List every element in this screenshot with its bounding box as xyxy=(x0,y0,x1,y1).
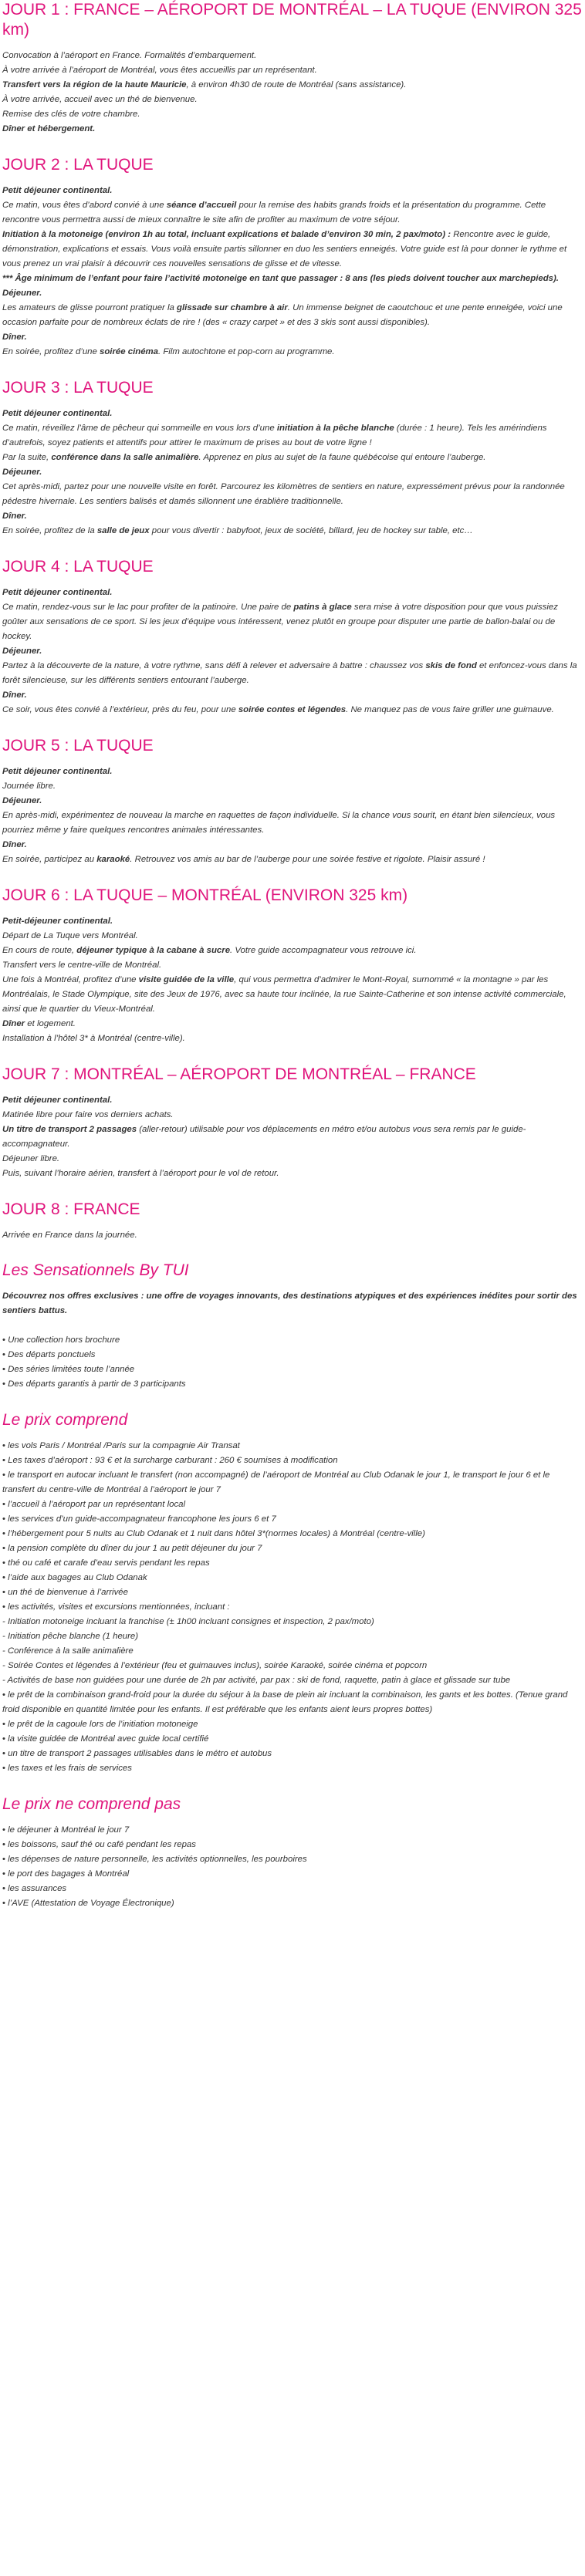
sensationnels-section xyxy=(2,1261,583,1392)
day-text: Remise des clés de votre chambre. xyxy=(2,110,140,119)
prix-comprend-title: Le prix comprend xyxy=(2,1411,128,1429)
prix-comprend-item xyxy=(2,1659,583,1673)
list-item-text: les dépenses de nature personnelle, les activités optionnelles, les pourboires xyxy=(8,1855,307,1864)
list-item-text: l’accueil à l’aéroport par un représentant local xyxy=(8,1500,185,1509)
prix-ne-comprend-list xyxy=(2,1823,583,1911)
day-description xyxy=(2,49,583,137)
day-text: Par la suite, xyxy=(2,453,52,462)
bullet-icon: • xyxy=(2,1500,8,1509)
list-item-text: - Activités de base non guidées pour une durée de 2h par activité, par pax : ski de fond, raquette, patin à glace et glissade sur tube xyxy=(2,1676,511,1685)
day-text: En soirée, profitez de la xyxy=(2,526,97,535)
day-text: salle de jeux xyxy=(96,526,150,535)
bullet-icon: • xyxy=(2,1764,8,1773)
day-text: *** Âge minimum de l’enfant pour faire l’activité motoneige en tant que passager : 8 ans (les pieds doivent toucher aux marchepieds). xyxy=(2,274,559,283)
day-section xyxy=(2,736,583,867)
day-text: Cet après-midi, partez pour une nouvelle visite en forêt. Parcourez les kilomètres de sentiers en nature, expressément prévus pour la randonnée pédestre hivernale. Les sentiers balisés et damés sillonnent une érablière traditionnelle. xyxy=(2,482,565,506)
day-text: À votre arrivée, accueil avec un thé de bienvenue. xyxy=(2,95,198,104)
day-title: JOUR 4 : LA TUQUE xyxy=(2,558,154,576)
day-section xyxy=(2,557,583,717)
list-item-text: la pension complète du dîner du jour 1 au petit déjeuner du jour 7 xyxy=(8,1544,262,1553)
day-text: soirée cinéma xyxy=(100,347,158,356)
prix-comprend-item xyxy=(2,1439,583,1453)
sensationnels-title: Les Sensationnels By TUI xyxy=(2,1261,189,1279)
prix-ne-comprend-title: Le prix ne comprend pas xyxy=(2,1795,181,1813)
list-item-text: les services d’un guide-accompagnateur francophone les jours 6 et 7 xyxy=(8,1514,276,1524)
bullet-icon: • xyxy=(2,1602,8,1612)
day-text: Petit déjeuner continental. xyxy=(2,1096,113,1105)
prix-ne-comprend-item xyxy=(2,1838,583,1852)
list-item-text: Les taxes d’aéroport : 93 € et la surcharge carburant : 260 € soumises à modification xyxy=(8,1456,338,1465)
day-section xyxy=(2,378,583,538)
sensationnels-intro: Découvrez nos offres exclusives : une offre de voyages innovants, des destinations atypiques et des expériences inédites pour sortir des sentiers battus. xyxy=(2,1291,577,1315)
prix-comprend-item xyxy=(2,1600,583,1615)
bullet-icon: • xyxy=(2,1734,8,1744)
day-text: Déjeuner. xyxy=(2,289,42,298)
day-text: Dîner. xyxy=(2,840,27,849)
day-text: Déjeuner. xyxy=(2,468,42,477)
prix-comprend-item xyxy=(2,1527,583,1541)
day-description xyxy=(2,765,583,867)
day-description xyxy=(2,1093,583,1181)
bullet-icon: • xyxy=(2,1840,8,1849)
day-text: . Retrouvez vos amis au bar de l’auberge pour une soirée festive et rigolote. Plaisir assuré ! xyxy=(130,855,485,864)
bullet-icon: • xyxy=(2,1690,8,1700)
bullet-icon: • xyxy=(2,1899,8,1908)
prix-ne-comprend-item xyxy=(2,1823,583,1838)
bullet-icon: • xyxy=(2,1441,8,1450)
bullet-icon: • xyxy=(2,1456,8,1465)
day-text: , à environ 4h30 de route de Montréal (sans assistance). xyxy=(186,80,407,89)
day-title: JOUR 7 : MONTRÉAL – AÉROPORT DE MONTRÉAL – FRANCE xyxy=(2,1065,476,1083)
list-item-text: l’AVE (Attestation de Voyage Électronique) xyxy=(8,1899,174,1908)
bullet-icon: • xyxy=(2,1749,8,1758)
day-text: Petit-déjeuner continental. xyxy=(2,917,113,926)
list-item-text: thé ou café et carafe d’eau servis pendant les repas xyxy=(8,1558,210,1568)
bullet-icon: • xyxy=(2,1588,8,1597)
day-text: et logement. xyxy=(25,1019,76,1028)
day-text: glissade sur chambre à air xyxy=(177,303,288,312)
list-item-text: - Conférence à la salle animalière xyxy=(2,1646,134,1656)
bullet-icon: • xyxy=(2,1825,8,1835)
bullet-icon: • xyxy=(2,1558,8,1568)
day-section xyxy=(2,155,583,360)
prix-ne-comprend-item xyxy=(2,1882,583,1896)
day-text: Petit déjeuner continental. xyxy=(2,588,113,597)
list-item-text: - Initiation motoneige incluant la franchise (± 1h00 incluant consignes et inspection, 2 pax/moto) xyxy=(2,1617,374,1626)
day-text: . Votre guide accompagnateur vous retrouve ici. xyxy=(230,946,417,955)
day-text: skis de fond xyxy=(425,661,477,670)
prix-comprend-item xyxy=(2,1497,583,1512)
list-item-text: la visite guidée de Montréal avec guide local certifié xyxy=(8,1734,209,1744)
day-text: (durée : 1 heure). Tels les amérindiens d’autrefois, soyez patients et attentifs pour attirer le maximum de prises au bout de votre ligne ! xyxy=(2,424,547,447)
day-description xyxy=(2,914,583,1046)
day-text: sera mise à votre disposition pour que vous puissiez goûter aux sensations de ce sport. Si les jeux d’équipe vous intéressent, venez plutôt en groupe pour disputer une partie de ballon-balai ou de hockey. xyxy=(2,603,558,641)
day-text: Installation à l’hôtel 3* à Montréal (centre-ville). xyxy=(2,1034,185,1043)
prix-comprend-item xyxy=(2,1571,583,1585)
prix-comprend-item xyxy=(2,1747,583,1761)
list-item-text: les activités, visites et excursions mentionnées, incluant : xyxy=(8,1602,230,1612)
day-description xyxy=(2,586,583,717)
prix-comprend-item xyxy=(2,1629,583,1644)
sensationnels-item xyxy=(2,1362,583,1377)
day-description xyxy=(2,1228,583,1243)
day-text: Rencontre avec le guide, démonstration, explications et essais. Vous voilà ensuite partis sillonner en duo les sentiers enneigés. Votre guide est là pour donner le rythme et vous prenez un vrai plaisir à découvrir ces nouvelles sensations de glisse et de vitesse. xyxy=(2,230,567,268)
sensationnels-list xyxy=(2,1333,583,1392)
day-text: Ce matin, vous êtes d’abord convié à une xyxy=(2,201,167,210)
prix-comprend-item xyxy=(2,1468,583,1497)
prix-comprend-item xyxy=(2,1541,583,1556)
sensationnels-item xyxy=(2,1348,583,1362)
bullet-icon: • xyxy=(2,1350,8,1359)
list-item-text: - Initiation pêche blanche (1 heure) xyxy=(2,1632,139,1641)
day-text: Déjeuner. xyxy=(2,647,42,656)
list-item-text: Des départs garantis à partir de 3 participants xyxy=(8,1379,186,1389)
day-text: séance d’accueil xyxy=(166,201,237,210)
day-text: déjeuner typique à la cabane à sucre xyxy=(76,946,231,955)
day-text: Ce matin, rendez-vous sur le lac pour profiter de la patinoire. Une paire de xyxy=(2,603,294,612)
day-text: pour vous divertir : babyfoot, jeux de société, billard, jeu de hockey sur table, etc… xyxy=(149,526,473,535)
bullet-icon: • xyxy=(2,1514,8,1524)
prix-comprend-list xyxy=(2,1439,583,1776)
day-text: Dîner xyxy=(2,1019,25,1028)
list-item-text: le transport en autocar incluant le transfert (non accompagné) de l’aéroport de Montréal au Club Odanak le jour 1, le transport le jour 6 et le transfert du centre-ville de Montréal à l’aéroport le jour 7 xyxy=(2,1470,550,1494)
bullet-icon: • xyxy=(2,1335,8,1345)
day-text: , qui vous permettra d’admirer le Mont-Royal, surnommé « la montagne » par les Montréalais, le Stade Olympique, site des Jeux de 1976, avec sa haute tour inclinée, la rue Sainte-Catherine et son intense activité commerciale, ainsi que le quartier du Vieux-Montréal. xyxy=(2,975,566,1014)
day-text: Départ de La Tuque vers Montréal. xyxy=(2,931,138,940)
prix-comprend-item xyxy=(2,1453,583,1468)
day-text: Petit déjeuner continental. xyxy=(2,409,113,418)
day-text: Petit déjeuner continental. xyxy=(2,186,113,195)
list-item-text: l’aide aux bagages au Club Odanak xyxy=(8,1573,147,1582)
day-text: Puis, suivant l’horaire aérien, transfert à l’aéroport pour le vol de retour. xyxy=(2,1169,279,1178)
day-text: Dîner. xyxy=(2,690,27,700)
list-item-text: Une collection hors brochure xyxy=(8,1335,120,1345)
bullet-icon: • xyxy=(2,1869,8,1879)
bullet-icon: • xyxy=(2,1470,8,1480)
day-title: JOUR 3 : LA TUQUE xyxy=(2,379,154,397)
day-text: En cours de route, xyxy=(2,946,77,955)
bullet-icon: • xyxy=(2,1529,8,1538)
day-text: Journée libre. xyxy=(2,782,56,791)
day-text: Transfert vers la région de la haute Mauricie xyxy=(2,80,187,89)
day-text: Partez à la découverte de la nature, à votre rythme, sans défi à relever et adversaire à battre : chaussez vos xyxy=(2,661,426,670)
day-text: . Un immense beignet de caoutchouc et une pente enneigée, voici une occasion parfaite pour de nombreux éclats de rire ! (des « crazy carpet » et des 3 skis sont aussi disponibles). xyxy=(2,303,563,327)
day-description xyxy=(2,407,583,538)
bullet-icon: • xyxy=(2,1544,8,1553)
list-item-text: le prêt de la combinaison grand-froid pour la durée du séjour à la base de plein air incluant la combinaison, les gants et les bottes. (Tenue grand froid disponible en quantité limitée pour les enfants. Il est préférable que les enfants aient leurs propres bottes) xyxy=(2,1690,568,1714)
prix-comprend-item xyxy=(2,1732,583,1747)
day-text: visite guidée de la ville xyxy=(138,975,235,984)
day-text: Une fois à Montréal, profitez d’une xyxy=(2,975,139,984)
list-item-text: les assurances xyxy=(8,1884,67,1893)
itinerary xyxy=(2,0,583,1243)
day-section xyxy=(2,1065,583,1181)
day-text: À votre arrivée à l’aéroport de Montréal, vous êtes accueillis par un représentant. xyxy=(2,66,317,75)
day-text: Dîner et hébergement. xyxy=(2,124,96,133)
day-text: Matinée libre pour faire vos derniers achats. xyxy=(2,1110,174,1119)
list-item-text: le prêt de la cagoule lors de l’initiation motoneige xyxy=(8,1720,198,1729)
day-section xyxy=(2,0,583,137)
day-text: Dîner. xyxy=(2,511,27,521)
sensationnels-item xyxy=(2,1377,583,1392)
list-item-text: un thé de bienvenue à l’arrivée xyxy=(8,1588,128,1597)
day-text: Petit déjeuner continental. xyxy=(2,767,113,776)
list-item-text: les boissons, sauf thé ou café pendant les repas xyxy=(8,1840,196,1849)
day-text: Déjeuner. xyxy=(2,796,42,805)
list-item-text: - Soirée Contes et légendes à l’extérieur (feu et guimauves inclus), soirée Karaoké, soirée cinéma et popcorn xyxy=(2,1661,428,1670)
prix-ne-comprend-item xyxy=(2,1852,583,1867)
list-item-text: le port des bagages à Montréal xyxy=(8,1869,130,1879)
day-text: . Ne manquez pas de vous faire griller une guimauve. xyxy=(346,705,554,714)
list-item-text: l’hébergement pour 5 nuits au Club Odanak et 1 nuit dans hôtel 3*(normes locales) à Montréal (centre-ville) xyxy=(8,1529,425,1538)
day-text: (aller-retour) utilisable pour vos déplacements en métro et/ou autobus vous sera remis par le guide-accompagnateur. xyxy=(2,1125,526,1149)
bullet-icon: • xyxy=(2,1573,8,1582)
prix-comprend-item xyxy=(2,1644,583,1659)
day-text: Arrivée en France dans la journée. xyxy=(2,1231,137,1240)
prix-comprend-item xyxy=(2,1688,583,1717)
sensationnels-item xyxy=(2,1333,583,1348)
day-text: Ce matin, réveillez l’âme de pêcheur qui sommeille en vous lors d’une xyxy=(2,424,277,433)
prix-ne-comprend-item xyxy=(2,1896,583,1911)
day-title: JOUR 1 : FRANCE – AÉROPORT DE MONTRÉAL – LA TUQUE (ENVIRON 325 km) xyxy=(2,1,582,39)
prix-comprend-item xyxy=(2,1615,583,1629)
bullet-icon: • xyxy=(2,1855,8,1864)
prix-comprend-section xyxy=(2,1410,583,1776)
day-text: conférence dans la salle animalière xyxy=(51,453,199,462)
day-text: Convocation à l’aéroport en France. Formalités d’embarquement. xyxy=(2,51,257,60)
day-text: En soirée, participez au xyxy=(2,855,97,864)
day-text: Un titre de transport 2 passages xyxy=(2,1125,137,1134)
prix-comprend-item xyxy=(2,1717,583,1732)
day-title: JOUR 2 : LA TUQUE xyxy=(2,156,154,174)
list-item-text: Des séries limitées toute l’année xyxy=(8,1365,135,1374)
prix-comprend-item xyxy=(2,1556,583,1571)
day-text: . Film autochtone et pop-corn au programme. xyxy=(158,347,335,356)
prix-comprend-item xyxy=(2,1673,583,1688)
day-text: karaoké xyxy=(96,855,130,864)
list-item-text: les vols Paris / Montréal /Paris sur la compagnie Air Transat xyxy=(8,1441,240,1450)
list-item-text: les taxes et les frais de services xyxy=(8,1764,132,1773)
day-text: pour la remise des habits grands froids et la présentation du programme. Cette rencontre vous permettra aussi de mieux connaître le site afin de profiter au maximum de votre séjour. xyxy=(2,201,546,225)
day-text: Déjeuner libre. xyxy=(2,1154,60,1163)
day-text: Dîner. xyxy=(2,333,27,342)
day-title: JOUR 8 : FRANCE xyxy=(2,1200,140,1218)
day-title: JOUR 6 : LA TUQUE – MONTRÉAL (ENVIRON 325 km) xyxy=(2,886,408,904)
prix-ne-comprend-item xyxy=(2,1867,583,1882)
bullet-icon: • xyxy=(2,1720,8,1729)
day-text: soirée contes et légendes xyxy=(238,705,347,714)
prix-comprend-item xyxy=(2,1512,583,1527)
day-text: patins à glace xyxy=(293,603,352,612)
day-text: Les amateurs de glisse pourront pratiquer la xyxy=(2,303,178,312)
day-text: Ce soir, vous êtes convié à l’extérieur, près du feu, pour une xyxy=(2,705,238,714)
prix-comprend-item xyxy=(2,1585,583,1600)
day-text: initiation à la pêche blanche xyxy=(276,424,394,433)
day-section xyxy=(2,1200,583,1243)
day-text: Transfert vers le centre-ville de Montréal. xyxy=(2,961,162,970)
prix-ne-comprend-section xyxy=(2,1794,583,1911)
prix-comprend-item xyxy=(2,1761,583,1776)
day-title: JOUR 5 : LA TUQUE xyxy=(2,737,154,755)
day-text: . Apprenez en plus au sujet de la faune québécoise qui entoure l’auberge. xyxy=(198,453,486,462)
list-item-text: le déjeuner à Montréal le jour 7 xyxy=(8,1825,130,1835)
day-text: et enfoncez-vous dans la forêt silencieuse, sur les différents sentiers entourant l’auberge. xyxy=(2,661,577,685)
list-item-text: Des départs ponctuels xyxy=(8,1350,96,1359)
day-text: Initiation à la motoneige (environ 1h au total, incluant explications et balade d’environ 30 min, 2 pax/moto) : xyxy=(2,230,451,239)
bullet-icon: • xyxy=(2,1379,8,1389)
bullet-icon: • xyxy=(2,1365,8,1374)
list-item-text: un titre de transport 2 passages utilisables dans le métro et autobus xyxy=(8,1749,272,1758)
day-text: En après-midi, expérimentez de nouveau la marche en raquettes de façon individuelle. Si la chance vous sourit, en étant bien silencieux, vous pourriez même y faire quelques rencontres animales intéressantes. xyxy=(2,811,556,835)
bullet-icon: • xyxy=(2,1884,8,1893)
day-section xyxy=(2,886,583,1046)
day-description xyxy=(2,184,583,360)
day-text: En soirée, profitez d’une xyxy=(2,347,100,356)
